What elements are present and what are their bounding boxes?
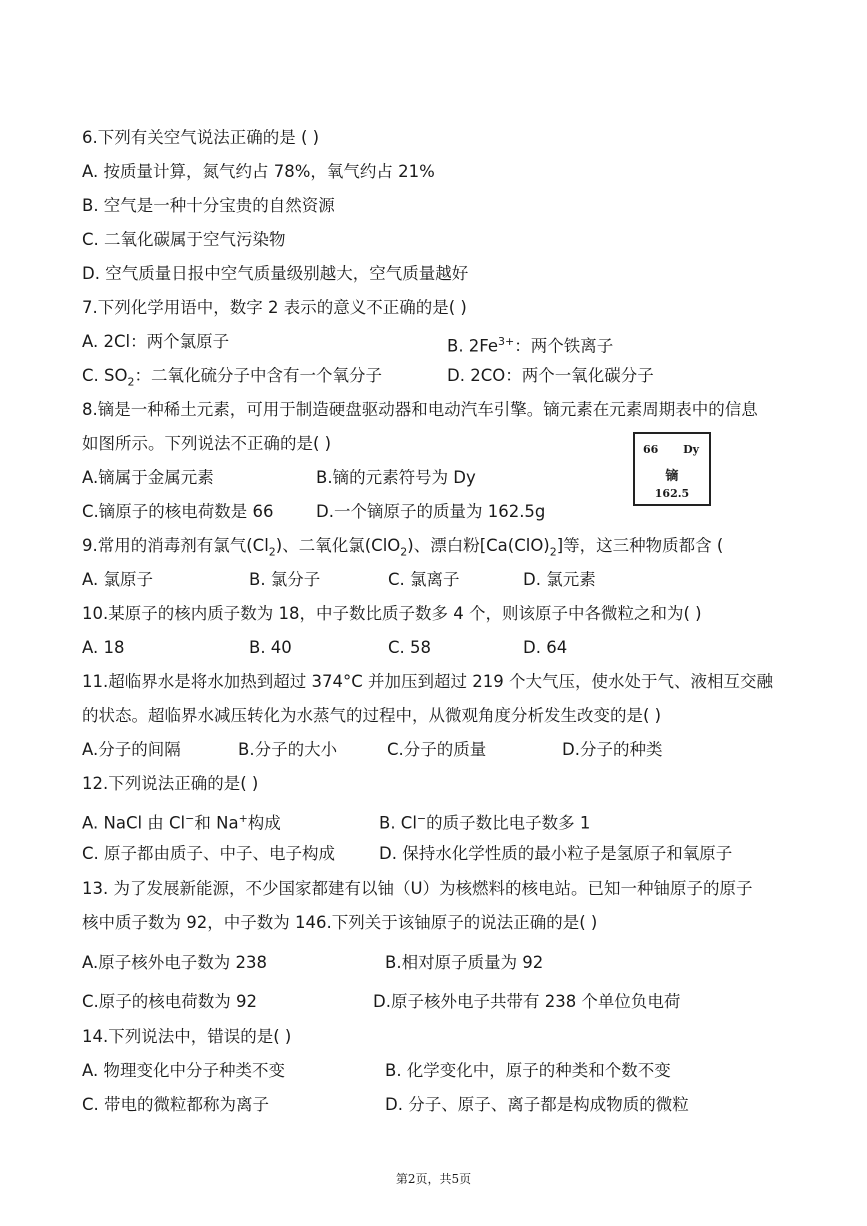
q12-option-a: A. NaCl 由 Cl−和 Na+构成: [82, 812, 281, 833]
q13-option-a: A.原子核外电子数为 238: [82, 953, 267, 972]
q9-option-d: D. 氯元素: [523, 570, 596, 589]
q10-option-b: B. 40: [249, 638, 292, 657]
q14-stem: 14.下列说法中，错误的是( ): [82, 1027, 292, 1046]
q11-option-a: A.分子的间隔: [82, 740, 181, 759]
atomic-mass: 162.5: [654, 487, 690, 500]
q12-option-b: B. Cl−的质子数比电子数多 1: [379, 812, 591, 833]
q10-stem: 10.某原子的核内质子数为 18，中子数比质子数多 4 个，则该原子中各微粒之和为( ): [82, 604, 702, 623]
q8-option-a: A.镝属于金属元素: [82, 468, 214, 487]
q7-option-c: C. $SO_2$：二氧化硫分子中含有一个氧分子: [82, 366, 382, 389]
q8-stem-line2: 如图所示。下列说法不正确的是( ): [82, 434, 332, 453]
q7-stem: 7.下列化学用语中，数字 2 表示的意义不正确的是( ): [82, 298, 467, 317]
q13-option-c: C.原子的核电荷数为 92: [82, 992, 258, 1011]
atomic-number: 66: [643, 443, 659, 456]
q10-option-d: D. 64: [523, 638, 568, 657]
q10-option-c: C. 58: [388, 638, 432, 657]
q8-option-c: C.镝原子的核电荷数是 66: [82, 502, 274, 521]
q14-option-b: B. 化学变化中，原子的种类和个数不变: [385, 1061, 671, 1080]
q13-stem-line2: 核中质子数为 92，中子数为 146.下列关于该铀原子的说法正确的是( ): [82, 913, 598, 932]
q13-stem-line1: 13. 为了发展新能源，不少国家都建有以铀（U）为核燃料的核电站。已知一种铀原子的原子: [82, 879, 753, 898]
q6-option-d: D. 空气质量日报中空气质量级别越大，空气质量越好: [82, 264, 469, 283]
q7-option-b: B. $2Fe^{3+}$：两个铁离子: [447, 335, 614, 356]
q11-stem-line1: 11.超临界水是将水加热到超过 374°C 并加压到超过 219 个大气压，使水处于气、液相互交融: [82, 672, 773, 691]
element-symbol: Dy: [683, 443, 699, 456]
element-name: 镝: [665, 469, 679, 484]
q8-option-b: B.镝的元素符号为 Dy: [316, 468, 476, 487]
q11-option-c: C.分子的质量: [387, 740, 487, 759]
q13-option-d: D.原子核外电子共带有 238 个单位负电荷: [373, 992, 681, 1011]
q14-option-c: C. 带电的微粒都称为离子: [82, 1095, 270, 1114]
q14-option-d: D. 分子、原子、离子都是构成物质的微粒: [385, 1095, 689, 1114]
q12-stem: 12.下列说法正确的是( ): [82, 774, 259, 793]
q13-option-b: B.相对原子质量为 92: [385, 953, 544, 972]
q6-option-a: A. 按质量计算，氮气约占 78%，氧气约占 21%: [82, 162, 435, 181]
q6-stem: 6.下列有关空气说法正确的是 ( ): [82, 128, 320, 147]
q11-option-b: B.分子的大小: [238, 740, 338, 759]
q9-option-a: A. 氯原子: [82, 570, 153, 589]
q8-option-d: D.一个镝原子的质量为 162.5g: [316, 502, 546, 521]
q11-option-d: D.分子的种类: [562, 740, 663, 759]
q9-stem: 9.常用的消毒剂有氯气$(Cl_2)$、二氧化氯(ClO$_2$)、漂白粉$[Ca(ClO)_2]$等，这三种物质都含 (: [82, 536, 724, 559]
q9-option-c: C. 氯离子: [388, 570, 460, 589]
periodic-table-cell: [633, 432, 711, 506]
q12-option-d: D. 保持水化学性质的最小粒子是氢原子和氧原子: [379, 844, 733, 863]
q7-option-a: A. 2Cl：两个氯原子: [82, 332, 230, 351]
q8-stem-line1: 8.镝是一种稀土元素，可用于制造硬盘驱动器和电动汽车引擎。镝元素在元素周期表中的信息: [82, 400, 758, 419]
q6-option-c: C. 二氧化碳属于空气污染物: [82, 230, 286, 249]
page-number: 第2页，共5页: [395, 1172, 472, 1186]
q6-option-b: B. 空气是一种十分宝贵的自然资源: [82, 196, 335, 215]
q9-option-b: B. 氯分子: [249, 570, 321, 589]
q14-option-a: A. 物理变化中分子种类不变: [82, 1061, 285, 1080]
q7-option-d: D. 2CO：两个一氧化碳分子: [447, 366, 654, 385]
q10-option-a: A. 18: [82, 638, 125, 657]
q12-option-c: C. 原子都由质子、中子、电子构成: [82, 844, 336, 863]
q11-stem-line2: 的状态。超临界水减压转化为水蒸气的过程中，从微观角度分析发生改变的是( ): [82, 706, 662, 725]
